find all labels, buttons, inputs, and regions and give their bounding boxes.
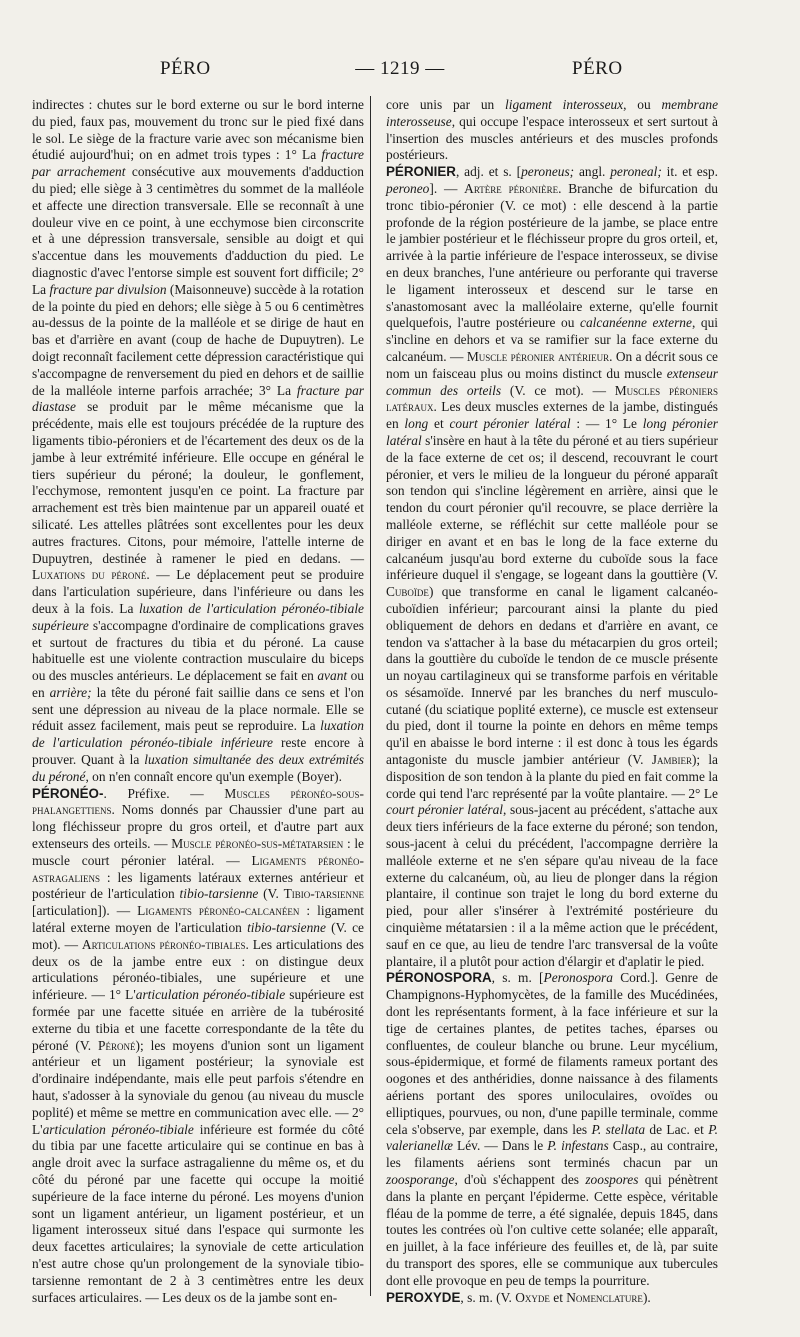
entry-peroxyde: PEROXYDE, s. m. (V. Oxyde et Nomenclature). <box>386 1289 651 1305</box>
entry-peroneo: PÉRONÉO-. Préfixe. — Muscles péronéo-sous-phalangettiens. Noms donnés par Chaussier d'une part au long fléchisseur propre du gros orteil, et d'autre part aux extenseurs des orteils. — Muscle péronéo-sus-métatarsien : le muscle court péronier latéral. — Ligaments péronéo-astragaliens : les ligaments latéraux externes antérieur et postérieur de l'articulation tibio-tarsienne (V. Tibio-tarsienne [articulation]). — Ligaments péronéo-calcanéen : ligament latéral externe moyen de l'articulation tibio-tarsienne (V. ce mot). — Articulations péronéo-tibiales. Les articulations des deux os de la jambe entre eux : on distingue deux articulations péronéo-tibiales, une supérieure et une inférieure. — 1° L'articulation péronéo-tibiale supérieure est formée par une facette située en arrière de la tubérosité externe du tibia et une facette correspondante de la tête du péroné (V. Péroné); les moyens d'union sont un ligament antérieur et un ligament postérieur; la synoviale est d'ordinaire indépendante, mais elle peut parfois s'étendre en haut, s'adosser à la synoviale du genou (au niveau du muscle poplité) et même se mettre en communication avec elle. — 2° L'articulation péronéo-tibiale inférieure est formée du côté du tibia par une facette articulaire qui se continue en bas à angle droit avec la surface astragalienne du même os, et du côté du péroné par une facette qui occupe la moitié supérieure de la face interne du péroné. Les moyens d'union sont un ligament antérieur, un ligament postérieur, et un ligament interosseux situé dans l'espace qui surmonte les deux facettes articulaires; la synoviale de cette articulation n'est autre chose qu'un prolongement de la synoviale tibio-tarsienne remontant de 2 à 3 centimètres entre les deux surfaces articulaires. — Les deux os de la jambe sont en- <box>32 785 365 1305</box>
headword-peronier: PÉRONIER <box>386 164 456 180</box>
running-head-right: PÉRO <box>572 58 623 79</box>
entry-peronospora: PÉRONOSPORA, s. m. [Peronospora Cord.]. Genre de Champignons-Hyphomycètes, de la famille des Mucédinées, dont les représentants forment, à la face inférieure et sur la tige de certaines plantes, de petites taches, éparses ou confluentes, de couleur blanche ou brune. Leur mycélium, sous-épidermique, et formé de filaments rameux portant des oogones et des anthéridies, donne naissance à des filaments aériens portant des spores uniloculaires, ovoïdes ou elliptiques, pourvues, ou non, d'une papille terminale, comme cela s'observe, par exemple, dans les P. stellata de Lac. et P. valerianellæ Lév. — Dans le P. infestans Casp., au contraire, les filaments aériens sont terminés chacun par un zoosporange, d'où s'échappent des zoospores qui pénètrent dans la plante en perçant l'épiderme. Cette espèce, véritable fléau de la pomme de terre, a été signalée, depuis 1845, dans toutes les contrées où l'on cultive cette solanée; elle apparaît, en juillet, à la face inférieure des feuilles et, de là, par suite du transport des spores, elle se communique aux tubercules dont elle provoque en peu de temps la pourriture. <box>386 970 718 1288</box>
running-head-left: PÉRO <box>160 58 211 79</box>
headword-peroxyde: PEROXYDE <box>386 1289 461 1305</box>
right-column <box>386 97 718 1306</box>
page-number: — 1219 — <box>355 58 445 79</box>
headword-peronospora: PÉRONOSPORA <box>386 970 492 986</box>
running-head <box>40 58 760 88</box>
left-column <box>32 97 364 1306</box>
entry-peronier: PÉRONIER, adj. et s. [peroneus; angl. peroneal; it. et esp. peroneo]. — Artère péronière. Branche de bifurcation du tronc tibio-péronier (V. ce mot) : elle descend à la partie profonde de la région postérieure de la jambe, se place entre le jambier postérieur et le fléchisseur propre du gros orteil, et, arrivée à la partie inférieure de l'espace interosseux, se divise en deux branches, l'une antérieure ou perforante qui traverse le ligament interosseux et descend sur le tarse en s'anastomosant avec la malléolaire externe, qu'elle fournit quelquefois, l'autre postérieure ou calcanéenne externe, qui s'incline en dehors et va se ramifier sur la face externe du calcanéum. — Muscle péronier antérieur. On a décrit sous ce nom un faisceau plus ou moins distinct du muscle extenseur commun des orteils (V. ce mot). — Muscles péroniers latéraux. Les deux muscles externes de la jambe, distingués en long et court péronier latéral : — 1° Le long péronier latéral s'insère en haut à la tête du péroné et au tiers supérieur de la face externe de cet os; il descend, recouvrant le court péronier, et vers le milieu de la longueur du péroné apparaît son tendon qui s'incline légèrement en arrière, ainsi que le tendon du court péronier qu'il recouvre, se place derrière la malléole externe, se réfléchit sur cette malléole pour se diriger en avant et en bas le long de la face externe du calcanéum jusqu'au bord externe du cuboïde sous la face inférieure duquel il s'engage, se logeant dans la gouttière (V. Cuboïde) que transforme en canal le ligament calcanéo-cuboïdien inférieur; parcourant ainsi la plante du pied obliquement de dehors en dedans et d'arrière en avant, ce tendon va s'attacher à la base du métacarpien du gros orteil; dans la gouttière du cuboïde le tendon de ce muscle présente un noyau cartilagineux qui se transforme parfois en véritable os sésamoïde. Innervé par les branches du nerf musculo-cutané (du sciatique poplité externe), ce muscle est extenseur du pied, dont il tourne la pointe en dehors en même temps qu'il en abaisse le bord interne : il est donc à tous les égards antagoniste du muscle jambier antérieur (V. Jambier); la disposition de son tendon à la plante du pied en fait comme la corde qui tend l'arc représenté par la voûte plantaire. — 2° Le court péronier latéral, sous-jacent au précédent, s'attache aux deux tiers inférieurs de la face externe du péroné; son tendon, sous-jacent à celui du précédent, l'accompagne derrière la malléole externe et ne s'en sépare qu'au niveau de la face externe du calcanéum, où, au lieu de plonger dans la région plantaire, il continue son trajet le long du bord externe du pied, pour aller s'insérer à l'extrémité postérieure du cinquième métatarsien : il a la même action que le précédent, sauf en ce que, au lieu de tendre l'arc transversal de la voûte plantaire, il a plutôt pour action d'élargir et d'aplatir le pied. <box>386 164 719 969</box>
entry-continuation: core unis par un ligament interosseux, ou membrane interosseuse, qui occupe l'espace interosseux et sert surtout à l'insertion des muscles antérieurs et des muscles profonds postérieurs. <box>386 97 719 163</box>
entry-continuation-perone: indirectes : chutes sur le bord externe ou sur le bord interne du pied, faux pas, mouvement du tronc sur le pied fixé dans le sol. Le siège de la fracture varie avec son mécanisme bien étudié aujourd'hui; on en admet trois types : 1° La fracture par arrachement consécutive aux mouvements d'adduction du pied; elle siège à 3 centimètres du sommet de la malléole et affecte une direction transversale. Elle se reconnaît à une douleur vive en ce point, à une ecchymose bien circonscrite et à une dépression transversale, sensible au doigt et qui s'accentue dans les mouvements d'adduction du pied. Le diagnostic d'avec l'entorse simple est souvent fort difficile; 2° La fracture par divulsion (Maisonneuve) succède à la rotation de la pointe du pied en dehors; elle siège à 5 ou 6 centimètres au-dessus de la pointe de la malléole et se dirige de haut en bas et d'arrière en avant (coup de hache de Dupuytren). Le doigt reconnaît facilement cette dépression caractéristique qui s'accompagne de renversement du pied en dehors et de saillie de la malléole interne parfois arrachée; 3° La fracture par diastase se produit par le même mécanisme que la précédente, mais elle est toujours précédée de la rupture des ligaments tibio-péroniers et de l'écartement des deux os de la jambe à leur extrémité inférieure. Elle occupe en général le tiers supérieur du péroné; la douleur, le gonflement, l'ecchymose, remontent jusqu'en ce point. La fracture par arrachement est très bien maintenue par un appareil ouaté et silicaté. Les attelles plâtrées sont excellentes pour les deux autres fractures. Citons, pour mémoire, l'attelle interne de Dupuytren, destinée à ramener le pied en dedans. — Luxations du péroné. — Le déplacement peut se produire dans l'articulation supérieure, dans l'inférieure ou dans les deux à la fois. La luxation de l'articulation péronéo-tibiale supérieure s'accompagne d'ordinaire de complications graves et surtout de fractures du tibia et du péroné. La cause habituelle est une violente contraction musculaire du biceps ou des muscles antérieurs. Le déplacement se fait en avant ou en arrière; la tête du péroné fait saillie dans ce sens et l'on sent une dépression au niveau de la place normale. Elle se réduit assez facilement, mais peut se reproduire. La luxation de l'articulation péronéo-tibiale inférieure reste encore à prouver. Quant à la luxation simultanée des deux extrémités du péroné, on n'en connaît encore qu'un exemple (Boyer). <box>32 97 365 784</box>
column-divider <box>370 96 371 1296</box>
headword-peroneo: PÉRONÉO- <box>32 785 104 801</box>
